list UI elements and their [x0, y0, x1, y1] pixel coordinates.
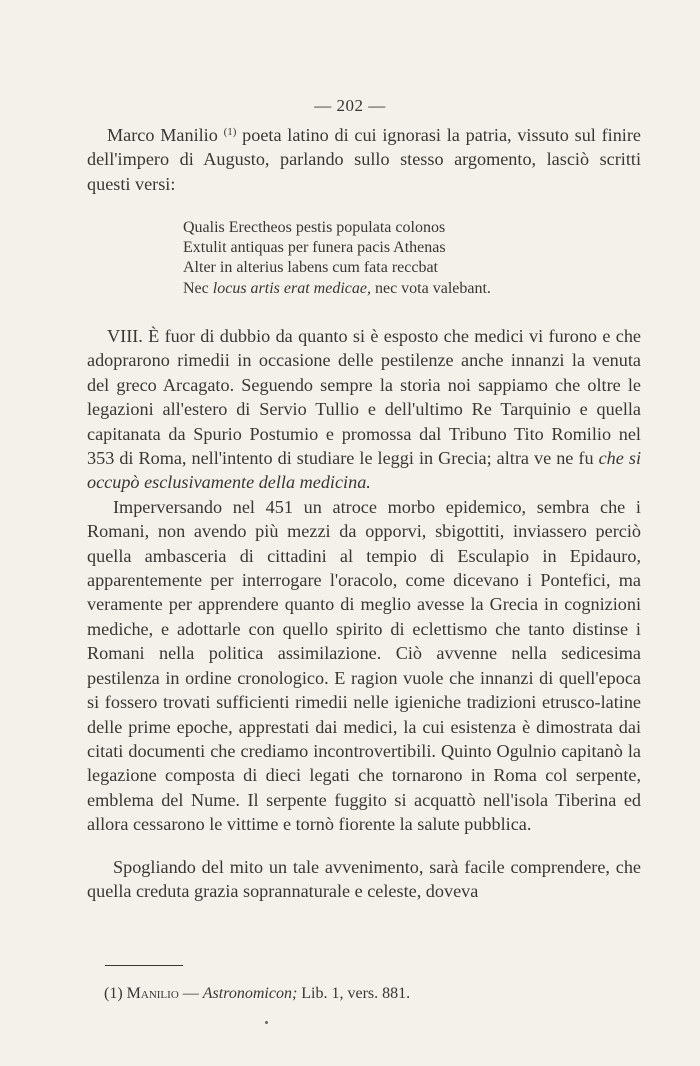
verse-line-4-end: nec vota valebant.	[370, 279, 491, 297]
footnote-work: Astronomicon;	[202, 985, 298, 1002]
section-viii-paragraph-1-text: VIII. È fuor di dubbio da quanto si è esposto che medici vi furono e che adoprarono rimedii in occasione delle pestilenze anche innanzi la venuta del greco Arcagato. Seguendo sempre la storia noi sappiamo che oltre le legazioni all'estero di Servio Tullio e dell'ultimo Re Tarquinio e quella capitanata da Spurio Postumio e promossa dal Tribuno Tito Romilio nel 353 di Roma, nell'intento di studiare le leggi in Grecia; altra ve ne fu	[87, 326, 641, 469]
section-viii	[87, 324, 641, 922]
verse-line-2: Extulit antiquas per funera pacis Athenas	[183, 239, 446, 257]
section-viii-paragraph-1-italic: che si occupò esclusivamente della medicina.	[87, 448, 641, 493]
page-number: — 202 —	[314, 96, 386, 115]
footnote-divider	[105, 965, 183, 966]
footnote-author: Manilio	[126, 985, 179, 1002]
section-viii-paragraph-1	[87, 324, 641, 495]
verse-line-4-italic: locus artis erat medicae,	[212, 279, 371, 297]
footnote-reference-detail: Lib. 1, vers. 881.	[297, 985, 411, 1002]
section-viii-paragraph-3: Spogliando del mito un tale avvenimento, sarà facile comprendere, che quella creduta grazia soprannaturale e celeste, doveva	[87, 856, 641, 902]
intro-paragraph	[87, 123, 641, 196]
intro-text-start: Marco Manilio	[107, 125, 224, 145]
footnote-marker: (1)	[104, 985, 127, 1002]
footnote	[104, 983, 624, 1005]
latin-verse-quote	[183, 218, 573, 299]
verse-line-4-start: Nec	[183, 279, 213, 297]
footnote-reference: (1)	[223, 126, 237, 138]
verse-line-3: Alter in alterius labens cum fata reccbat	[183, 259, 438, 277]
verse-line-1: Qualis Erectheos pestis populata colonos	[183, 219, 446, 236]
section-viii-paragraph-2: Imperversando nel 451 un atroce morbo epidemico, sembra che i Romani, non avendo più mezzi da opporvi, sbigottiti, inviassero perciò quella ambasceria di cittadini al tempio di Esculapio in Epidauro, apparentemente per interrogare l'oracolo, come dicevano i Pontefici, ma veramente per apprendere quanto di meglio avesse la Grecia in cognizioni mediche, e adottarle con quello spirito di eclettismo che tanto distinse i Romani nella politica assimilazione. Ciò avvenne nella sedicesima pestilenza in ordine cronologico. E ragion vuole che innanzi di quell'epoca si fossero trovati sufficienti rimedii nelle igieniche tradizioni etrusco-latine delle prime epoche, apprestati dai medici, la cui esistenza è dimostrata dai citati documenti che crediamo incontrovertibili. Quinto Ogulnio capitanò la legazione composta di dieci legati che tornarono in Roma col serpente, emblema del Nume. Il serpente fuggito si acquattò nell'isola Tiberina ed allora cessarono le vittime e tornò fiorente la salute pubblica.	[87, 496, 641, 835]
ink-speck	[265, 1021, 268, 1024]
verse-line-4	[183, 279, 573, 299]
footnote-dash: —	[178, 985, 203, 1002]
intro-text-end: poeta latino di cui ignorasi la patria, vissuto sul finire dell'impero di Augusto, parlando sullo stesso argomento, lasciò scritti questi versi:	[87, 125, 641, 194]
